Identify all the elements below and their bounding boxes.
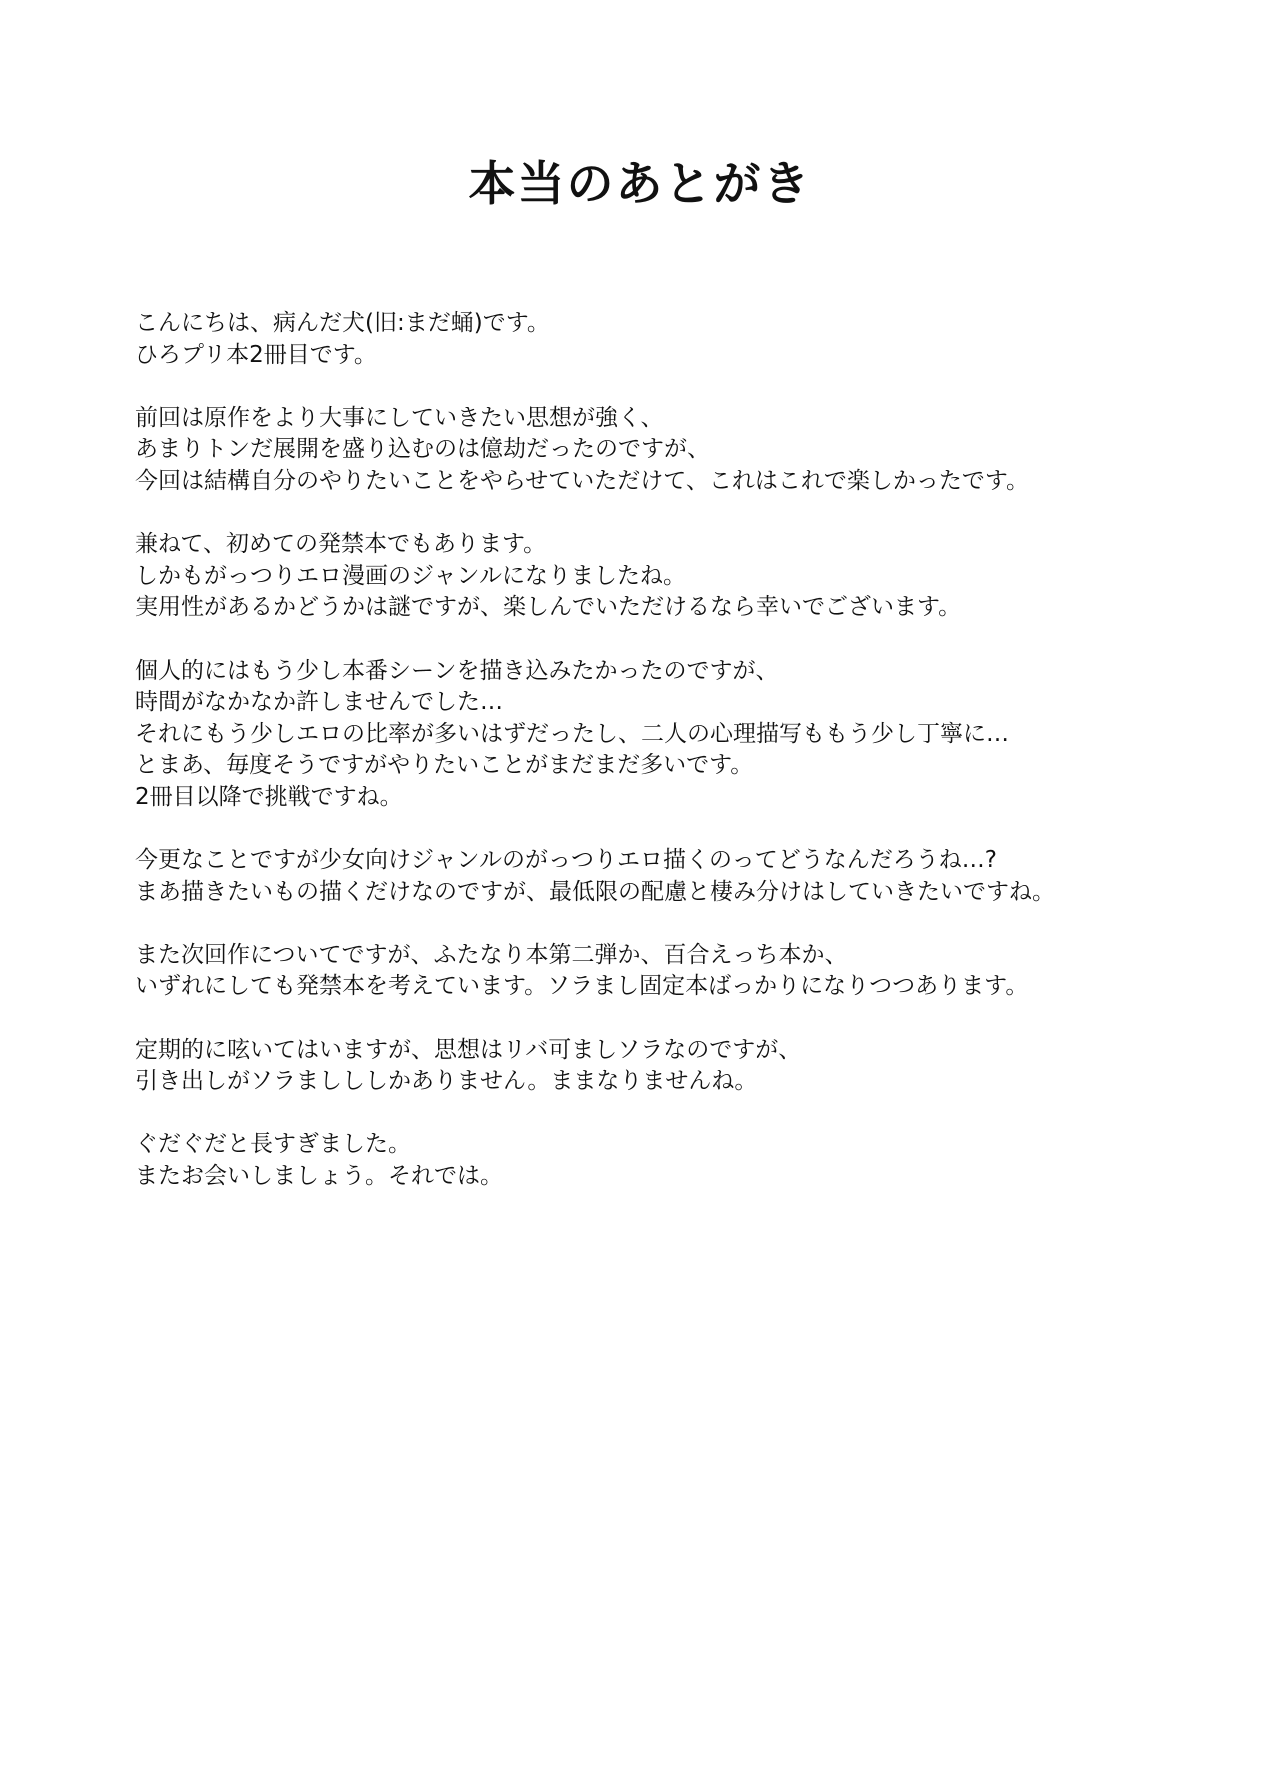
text-line: 今更なことですが少女向けジャンルのがっつりエロ描くのってどうなんだろうね…? [135,847,997,874]
text-line: いずれにしても発禁本を考えています。ソラまし固定本ばっかりになりつつあります。 [135,973,1029,1000]
text-line: こんにちは、病んだ犬(旧:まだ蛹)です。 [135,310,550,336]
text-line: 兼ねて、初めての発禁本でもあります。 [135,531,547,558]
text-line: 今回は結構自分のやりたいことをやらせていただけて、これはこれで楽しかったです。 [135,467,1030,494]
text-line: 前回は原作をより大事にしていきたい思想が強く、 [135,404,664,431]
text-line: 定期的に呟いてはいますが、思想はリバ可ましソラなのですが、 [135,1036,802,1063]
text-line: またお会いしましょう。それでは。 [135,1163,503,1190]
paragraph [135,308,1195,371]
paragraph [135,940,1195,1003]
text-line: あまりトンだ展開を盛り込むのは億劫だったのですが、 [135,436,710,463]
text-line: とまあ、毎度そうですがやりたいことがまだまだ多いです。 [135,752,754,779]
paragraph [135,845,1195,908]
text-line: それにもう少しエロの比率が多いはずだったし、二人の心理描写ももう少し丁寧に… [135,720,1009,747]
paragraph [135,529,1195,624]
paragraph [135,1129,1195,1192]
text-line: 引き出しがソラましししかありません。ままなりませんね。 [135,1068,758,1095]
text-line: 時間がなかなか許しませんでした… [135,689,503,716]
text-line: まあ描きたいもの描くだけなのですが、最低限の配慮と棲み分けはしていきたいですね。 [135,878,1055,905]
text-line: また次回作についてですが、ふたなり本第二弾か、百合えっち本か、 [135,941,848,968]
text-line: 2冊目以降で挑戦ですね。 [135,783,403,810]
paragraph [135,1035,1195,1098]
text-line: 個人的にはもう少し本番シーンを描き込みたかったのですが、 [135,657,779,684]
text-line: ひろプリ本2冊目です。 [135,341,377,368]
paragraph [135,656,1195,814]
text-line: ぐだぐだと長すぎました。 [135,1131,411,1158]
afterword-body [135,308,1195,1224]
page-title: 本当のあとがき [468,157,812,212]
text-line: 実用性があるかどうかは謎ですが、楽しんでいただけるなら幸いでございます。 [135,594,962,621]
text-line: しかもがっつりエロ漫画のジャンルになりましたね。 [135,562,686,589]
paragraph [135,403,1195,498]
